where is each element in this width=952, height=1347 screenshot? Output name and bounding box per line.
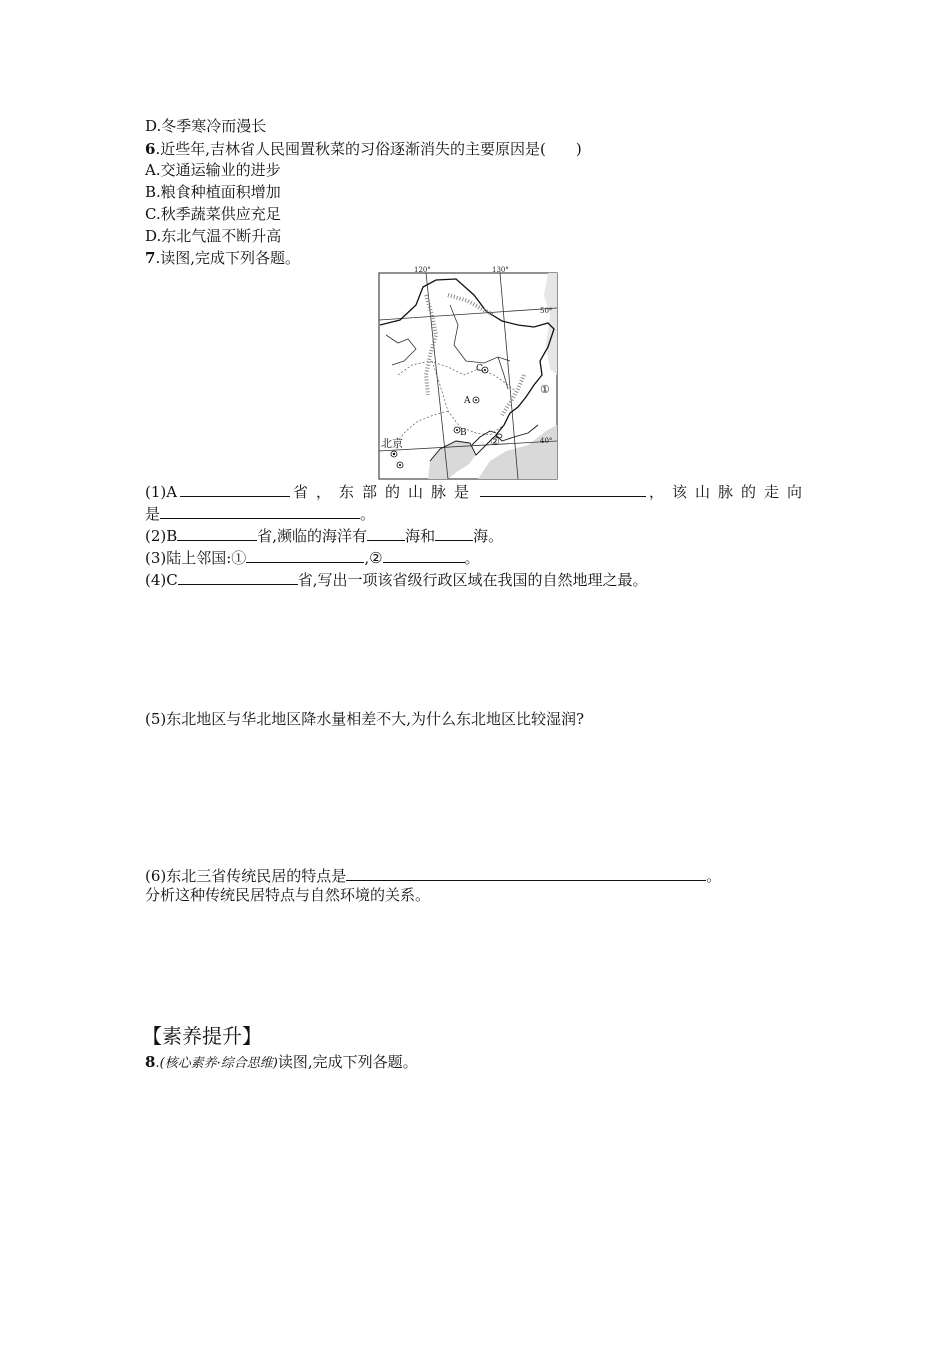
answer-blank-sea-2[interactable]: [435, 525, 473, 541]
q7-part-4: [145, 569, 648, 590]
q7-p1-text2: ，该山脉的走向: [648, 483, 810, 501]
q7-p2-label: (2)B: [145, 527, 178, 545]
q7-part-5: (5)东北地区与华北地区降水量相差不大,为什么东北地区比较湿润?: [145, 710, 585, 728]
map-label-c: C: [476, 364, 483, 374]
question-tag: .(核心素养·综合思维): [155, 1056, 278, 1071]
q7-part-6-cont: 分析这种传统民居特点与自然环境的关系。: [145, 886, 431, 904]
northeast-china-map: [378, 265, 558, 480]
q7-p1-text: 省，东部的山脉是: [293, 483, 478, 501]
q7-p1-text3: 是: [145, 505, 161, 523]
answer-blank-direction[interactable]: [160, 503, 360, 519]
answer-blank-mountain[interactable]: [480, 481, 646, 497]
lon-label-120: 120°: [414, 266, 431, 274]
section-title: 【素养提升】: [142, 1024, 262, 1048]
option-a-q6: A.交通运输业的进步: [145, 161, 281, 179]
answer-blank-neighbor-2[interactable]: [383, 547, 465, 563]
question-number: 7: [145, 249, 156, 267]
map-label-a: A: [464, 396, 471, 406]
option-c-q6: C.秋季蔬菜供应充足: [145, 205, 281, 223]
question-7: [145, 248, 300, 268]
q7-part-3: [145, 547, 480, 568]
question-number: 6: [145, 140, 156, 158]
answer-blank-neighbor-1[interactable]: [246, 547, 364, 563]
q7-part-6: [145, 865, 721, 886]
question-6: [145, 139, 582, 159]
q7-part-1-cont: [145, 503, 375, 524]
answer-blank-dwelling-features[interactable]: [346, 865, 706, 881]
option-d-q5: D.冬季寒冷而漫长: [145, 117, 267, 135]
question-text: .近些年,吉林省人民囤置秋菜的习俗逐渐消失的主要原因是( ): [155, 140, 582, 158]
q7-p3-text: ,②: [364, 549, 383, 567]
q7-p1-end: 。: [360, 505, 376, 523]
q7-p6-end: 。: [706, 867, 722, 885]
q7-p4-label: (4)C: [145, 571, 178, 589]
q7-p2-text2: 海和: [405, 527, 436, 545]
lon-label-130: 130°: [492, 266, 509, 274]
q7-part-1: [145, 481, 810, 502]
q7-p4-text: 省,写出一项该省级行政区域在我国的自然地理之最。: [297, 571, 648, 589]
question-8: [145, 1052, 418, 1074]
answer-blank-a-province[interactable]: [180, 481, 290, 497]
option-d-q6: D.东北气温不断升高: [145, 227, 282, 245]
question-number: 8: [145, 1053, 156, 1071]
answer-blank-c-province[interactable]: [178, 569, 298, 585]
q7-p3-end: 。: [464, 549, 480, 567]
map-label-beijing: 北京: [381, 437, 403, 450]
answer-blank-b-province[interactable]: [177, 525, 257, 541]
map-label-2: ②: [490, 435, 500, 448]
option-b-q6: B.粮食种植面积增加: [145, 183, 281, 201]
lat-label-50: 50°: [540, 307, 553, 315]
question-text: .读图,完成下列各题。: [155, 249, 300, 267]
map-label-b: B: [460, 428, 467, 438]
lat-label-40: 40°: [540, 437, 553, 445]
question-text: 读图,完成下列各题。: [277, 1053, 418, 1071]
q7-p3-label: (3)陆上邻国:①: [145, 549, 247, 567]
q7-p1-label: (1)A: [145, 483, 178, 501]
q7-p2-text: 省,濒临的海洋有: [257, 527, 368, 545]
answer-blank-sea-1[interactable]: [367, 525, 405, 541]
q7-p6-label: (6)东北三省传统民居的特点是: [145, 867, 347, 885]
q7-part-2: [145, 525, 503, 546]
q7-p2-end: 海。: [473, 527, 504, 545]
map-label-1: ①: [540, 383, 550, 396]
